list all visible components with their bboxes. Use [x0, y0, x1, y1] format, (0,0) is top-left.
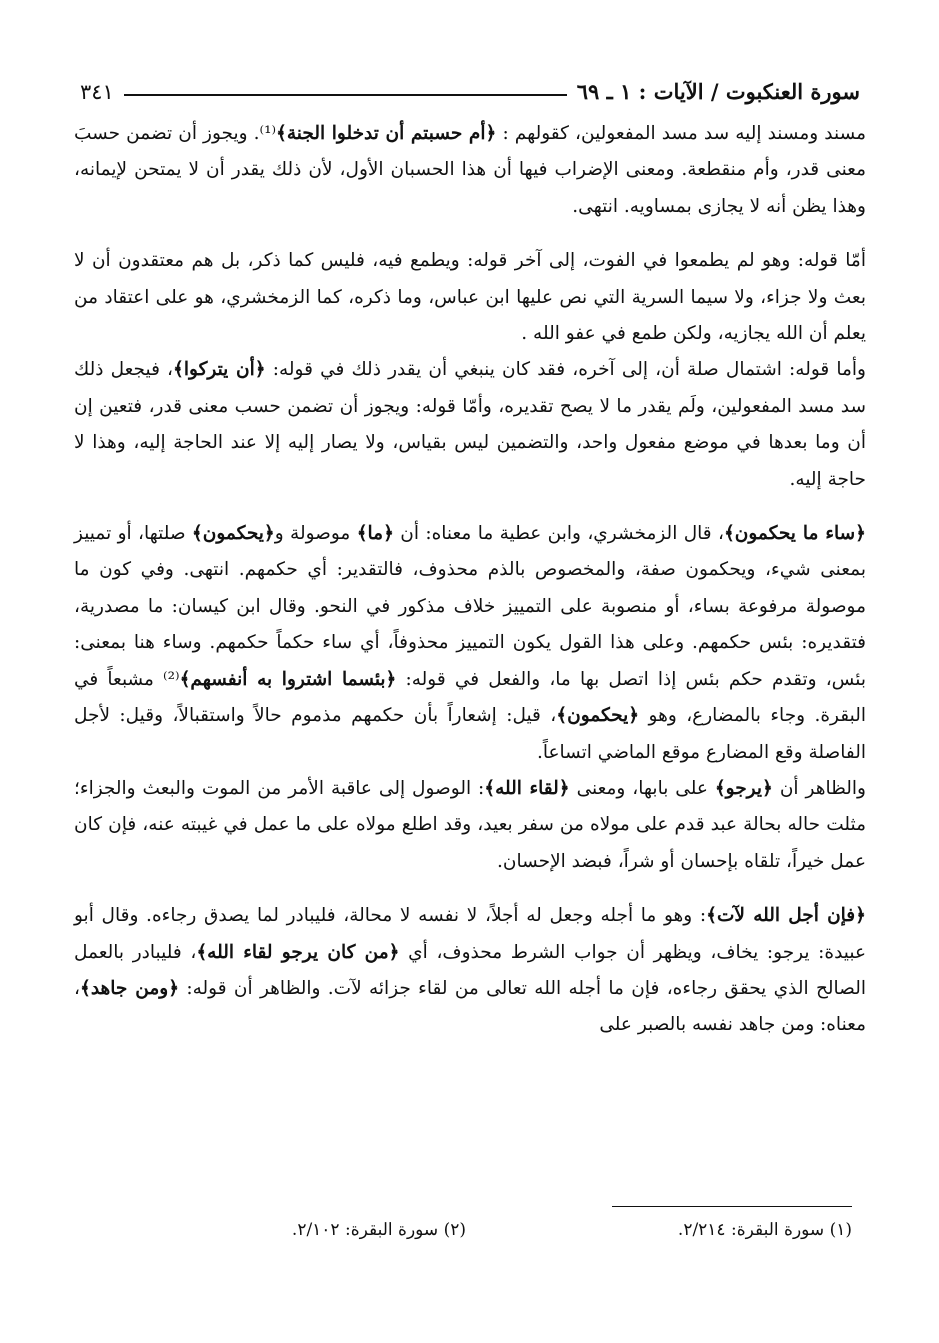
footnote: (١) سورة البقرة: ٢/٢١٤. — [677, 1220, 852, 1240]
footnotes — [80, 1220, 852, 1240]
paragraph: وأما قوله: اشتمال صلة أن، إلى آخره، فقد كان ينبغي أن يقدر ذلك في قوله: ﴿أن يتركوا﴾، فيجعل ذلك سد مسد المفعولين، ولَم يقدر ما لا يصح تقديره، وأمّا قوله: ويجوز أن تضمن حسب معنى قدر، فتعين إن أن وما بعدها في موضع مفعول واحد، والتضمين ليس بقياس، ولا يصار إليه إلا عند الحاجة إليه، وهذا لا حاجة إليه. — [74, 359, 866, 490]
paragraph: مسند ومسند إليه سد مسد المفعولين، كقولهم : ﴿أم حسبتم أن تدخلوا الجنة﴾⁽¹⁾. ويجوز أن تضمن حسبَ معنى قدر، وأم منقطعة. ومعنى الإضراب فيها أن هذا الحسبان الأول، لأن ذلك يقدر أن لا يمتحن لإيمانه، وهذا يظن أنه لا يجازى بمساويه. انتهى. — [74, 123, 866, 217]
quran-quote: ﴿فإن أجل الله لآت﴾ — [706, 905, 866, 927]
running-header — [80, 64, 860, 104]
header-title: سورة العنكبوت / الآيات : ١ ـ ٦٩ — [576, 79, 860, 104]
quran-quote: ﴿يحكمون﴾ — [556, 705, 640, 727]
paragraph: والظاهر أن ﴿يرجو﴾ على بابها، ومعنى ﴿لقاء الله﴾: الوصول إلى عاقبة الأمر من الموت والبعث والجزاء؛ مثلت حاله بحالة عبد قدم على مولاه من سفر بعيد، وقد اطلع مولاه على ما عمل في غيبته عنه، فإن كان عمل خيراً، تلقاه بإحسان أو شراً، فبضد الإحسان. — [74, 777, 866, 872]
quran-quote: ﴿يحكمون﴾ — [191, 523, 275, 545]
quran-quote: ﴿ما﴾ — [356, 523, 394, 545]
quran-quote: ﴿بئسما اشتروا به أنفسهم﴾ — [179, 668, 397, 690]
quran-quote: ﴿من كان يرجو لقاء الله﴾ — [196, 941, 400, 963]
quran-quote: ﴿أن يتركوا﴾ — [173, 359, 266, 381]
quran-quote: ﴿أم حسبتم أن تدخلوا الجنة﴾ — [276, 123, 497, 144]
quran-quote: ﴿ساء ما يحكمون﴾ — [723, 523, 866, 545]
paragraph: ﴿ساء ما يحكمون﴾، قال الزمخشري، وابن عطية ما معناه: أن ﴿ما﴾ موصولة و﴿يحكمون﴾ صلتها، أو تمييز بمعنى شيء، ويحكمون صفة، والمخصوص بالذم محذوف، فالتقدير: أي حكمهم. انتهى. وفي كون ما موصولة مرفوعة بساء، أو منصوبة على التمييز خلاف مذكور في النحو. وقال ابن كيسان: ما مصدرية، فتقديره: بئس حكمهم. وعلى هذا القول يكون التمييز محذوفاً، أي ساء حكماً حكمهم. وساء هنا بمعنى: بئس، وتقدم حكم بئس إذا اتصل بها ما، والفعل في قوله: ﴿بئسما اشتروا به أنفسهم﴾⁽²⁾ مشبعاً في البقرة. وجاء بالمضارع، وهو ﴿يحكمون﴾، قيل: إشعاراً بأن حكمهم مذموم حالاً واستقبالاً، وقيل: لأجل الفاصلة وقع المضارع موقع الماضي اتساعاً. — [74, 523, 866, 763]
page-number: ٣٤١ — [80, 80, 114, 104]
paragraph: ﴿فإن أجل الله لآت﴾: وهو ما أجله وجعل له أجلاً، لا نفسه لا محالة، فليبادر لما يصدق رجاءه. وقال أبو عبيدة: يرجو: يخاف، ويظهر أن جواب الشرط محذوف، أي ﴿من كان يرجو لقاء الله﴾، فليبادر بالعمل الصالح الذي يحقق رجاءه، فإن ما أجله الله تعالى من لقاء جزائه لآت. والظاهر أن قوله: ﴿ومن جاهد﴾، معناه: ومن جاهد نفسه بالصبر على — [74, 905, 867, 1036]
footnote: (٢) سورة البقرة: ٢/١٠٢. — [291, 1220, 466, 1240]
main-text — [74, 116, 866, 1044]
quran-quote: ﴿لقاء الله﴾ — [484, 777, 570, 799]
footnote-separator — [612, 1206, 852, 1207]
quran-quote: ﴿يرجو﴾ — [714, 777, 773, 799]
header-rule — [124, 94, 567, 96]
quran-quote: ﴿ومن جاهد﴾ — [79, 977, 180, 999]
paragraph: أمّا قوله: وهو لم يطمعوا في الفوت، إلى آخر قوله: ويطمع فيه، فليس كما ذكر، بل هم معتقدون أن لا بعث ولا جزاء، ولا سيما السرية التي نص عليها ابن عباس، وما ذكره، كما الزمخشري، هو على اعتقاد من يعلم أن الله يجازيه، ولكن طمع في عفو الله . — [74, 250, 866, 345]
